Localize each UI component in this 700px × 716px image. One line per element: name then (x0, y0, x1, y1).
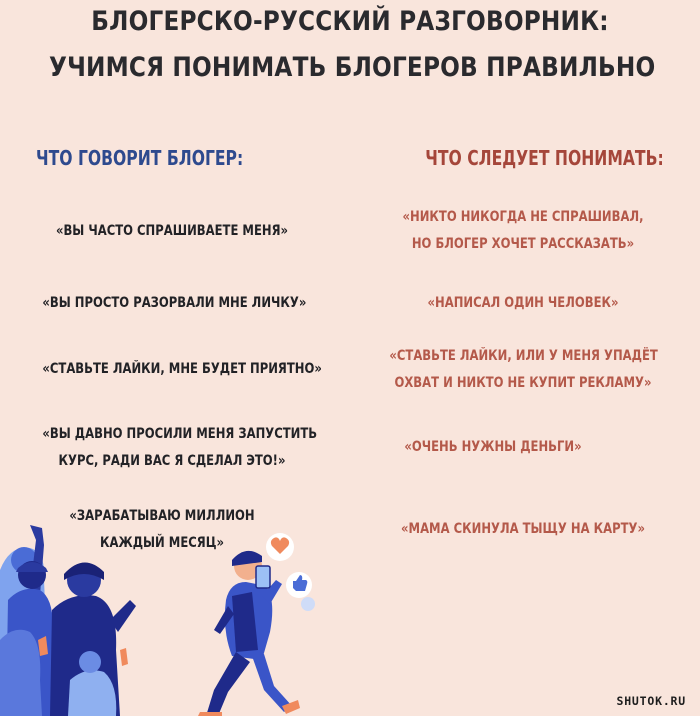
actual-meaning-text: «ОЧЕНЬ НУЖНЫ ДЕНЬГИ» (404, 439, 582, 455)
phone-icon (256, 566, 270, 588)
actual-meaning-5 (389, 516, 656, 543)
actual-meaning-4 (359, 434, 626, 461)
blogger-says-text: «ЗАРАБАТЫВАЮ МИЛЛИОН (69, 508, 255, 524)
blogger-says-5 (32, 503, 291, 557)
actual-meaning-text: НО БЛОГЕР ХОЧЕТ РАССКАЗАТЬ» (411, 236, 635, 252)
blogger-says-1 (42, 218, 301, 245)
watermark: SHUTOK.RU (616, 694, 686, 708)
actual-meaning-text: ОХВАТ И НИКТО НЕ КУПИТ РЕКЛАМУ» (394, 375, 652, 391)
blogger-figure (198, 551, 300, 716)
blogger-says-text: «ВЫ ЧАСТО СПРАШИВАЕТЕ МЕНЯ» (55, 223, 289, 239)
actual-meaning-text: «НИКТО НИКОГДА НЕ СПРАШИВАЛ, (402, 209, 644, 225)
actual-meaning-text: «МАМА СКИНУЛА ТЫЩУ НА КАРТУ» (401, 521, 645, 537)
thumbs-up-icon (286, 572, 312, 598)
actual-meaning-text: «НАПИСАЛ ОДИН ЧЕЛОВЕК» (427, 295, 619, 311)
blogger-says-2 (42, 290, 307, 317)
blogger-says-text: «ВЫ ДАВНО ПРОСИЛИ МЕНЯ ЗАПУСТИТЬ (42, 426, 318, 442)
actual-meaning-3 (389, 343, 656, 397)
blogger-says-text: «СТАВЬТЕ ЛАЙКИ, МНЕ БУДЕТ ПРИЯТНО» (42, 361, 322, 377)
thumbs-up-icon (301, 597, 315, 611)
left-column-heading: ЧТО ГОВОРИТ БЛОГЕР: (36, 146, 244, 170)
actual-meaning-2 (389, 290, 656, 317)
page-title-line-1: БЛОГЕРСКО-РУССКИЙ РАЗГОВОРНИК: (91, 6, 609, 37)
blogger-says-3 (42, 356, 322, 383)
blogger-says-text: «ВЫ ПРОСТО РАЗОРВАЛИ МНЕ ЛИЧКУ» (42, 295, 307, 311)
right-column-heading: ЧТО СЛЕДУЕТ ПОНИМАТЬ: (425, 146, 664, 170)
blogger-says-text: КУРС, РАДИ ВАС Я СДЕЛАЛ ЭТО!» (58, 453, 286, 469)
blogger-says-text: КАЖДЫЙ МЕСЯЦ» (100, 535, 224, 551)
blogger-says-4 (42, 421, 318, 475)
page-title-line-2: УЧИМСЯ ПОНИМАТЬ БЛОГЕРОВ ПРАВИЛЬНО (49, 52, 656, 83)
actual-meaning-1 (389, 204, 656, 258)
actual-meaning-text: «СТАВЬТЕ ЛАЙКИ, ИЛИ У МЕНЯ УПАДЁТ (389, 348, 658, 364)
